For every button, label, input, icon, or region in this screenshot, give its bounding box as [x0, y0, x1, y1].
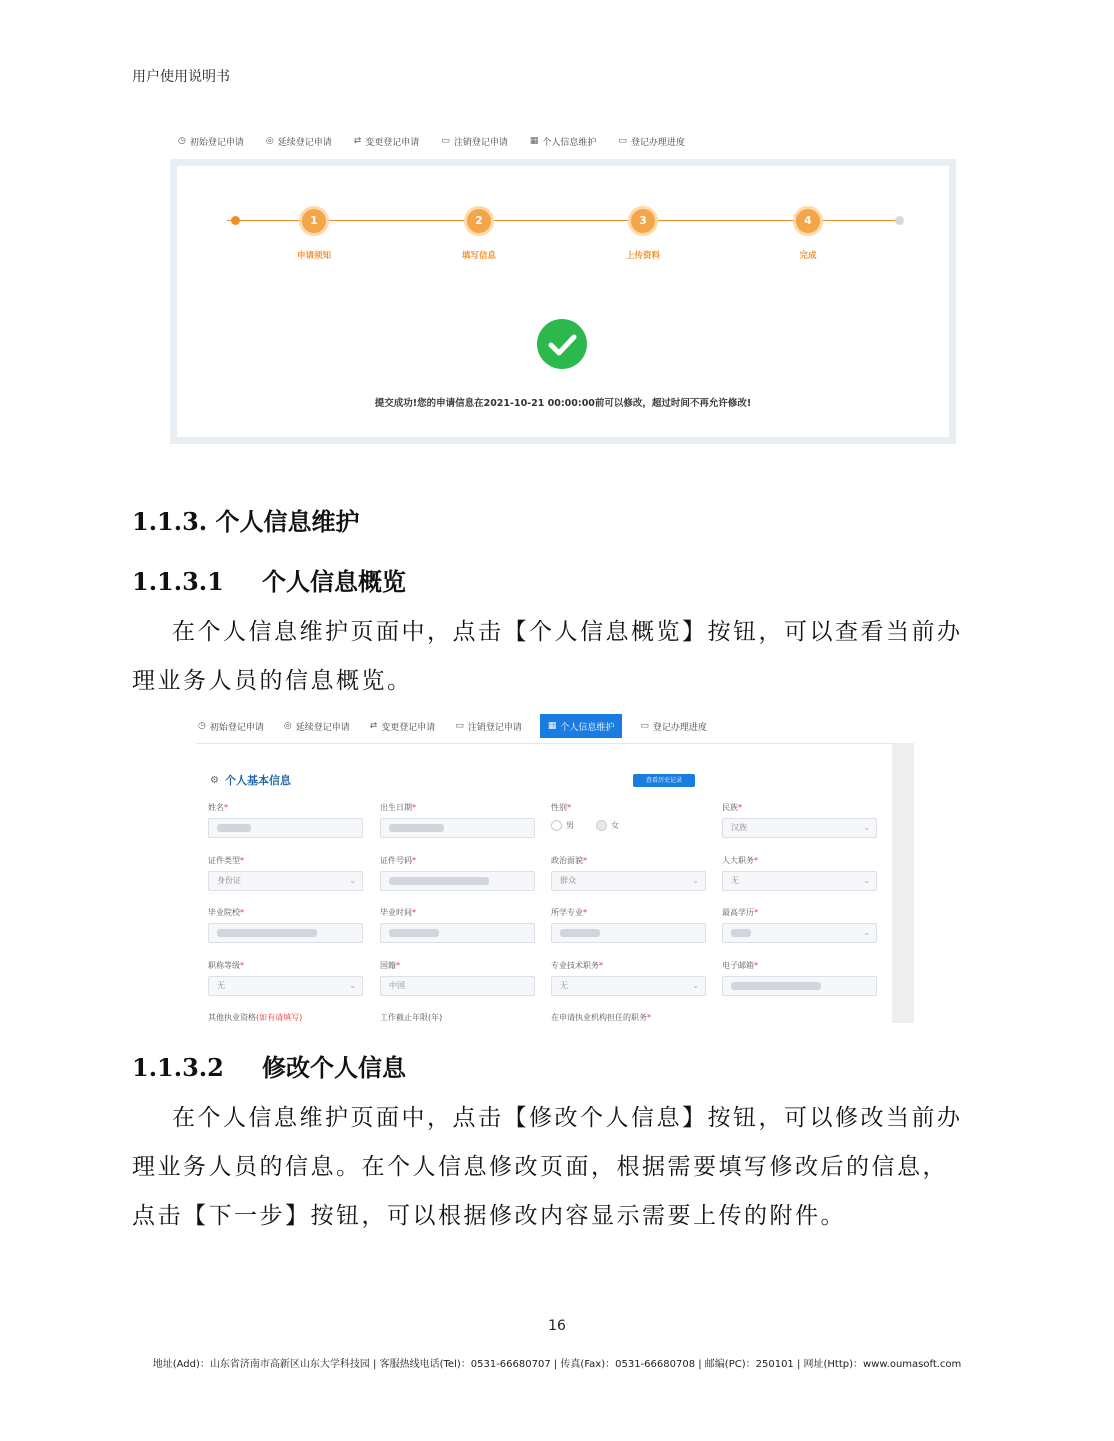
- section-heading-1-1-3-2: [132, 1048, 406, 1083]
- name-input[interactable]: [208, 818, 363, 838]
- chevron-down-icon: ⌄: [863, 876, 870, 885]
- step-number: 2: [464, 206, 494, 236]
- nav-tabs: [196, 713, 709, 739]
- field-id-number: 证件号码*: [380, 855, 535, 891]
- field-current-job: 在申请执业机构担任的职务*: [551, 1013, 651, 1022]
- id-type-select[interactable]: 身份证 ⌄: [208, 871, 363, 891]
- grid-icon: ▦: [529, 136, 539, 146]
- gender-female-radio[interactable]: 女: [596, 820, 619, 831]
- chevron-down-icon: ⌄: [863, 823, 870, 832]
- step-label: 完成: [799, 251, 817, 261]
- major-input[interactable]: [551, 923, 706, 943]
- id-number-input[interactable]: [380, 871, 535, 891]
- blurred-value: [389, 824, 444, 832]
- swap-icon: ⇄: [369, 721, 378, 731]
- steps-start-dot: [231, 216, 240, 225]
- tab-personal-info[interactable]: ▦ 个人信息维护: [529, 136, 597, 148]
- blurred-value: [560, 929, 600, 937]
- blurred-value: [217, 824, 251, 832]
- field-npc-role: 人大职务* 无 ⌄: [722, 855, 877, 891]
- content-frame: [170, 159, 956, 444]
- blurred-value: [217, 929, 317, 937]
- cancel-icon: ▭: [441, 136, 450, 146]
- document-header: 用户使用说明书: [132, 69, 230, 85]
- professional-title-select[interactable]: 无 ⌄: [208, 976, 363, 996]
- step-number: 1: [299, 206, 329, 236]
- field-education: 最高学历* ⌄: [722, 907, 877, 943]
- tab-change-registration[interactable]: ⇄ 变更登记申请: [369, 721, 436, 733]
- field-birth-date: 出生日期*: [380, 802, 535, 838]
- heading-number: 1.1.3.1: [132, 567, 224, 596]
- heading-title: 个人信息概览: [262, 567, 406, 596]
- birth-date-input[interactable]: [380, 818, 535, 838]
- progress-icon: ▭: [618, 136, 627, 146]
- clock-icon: ◷: [198, 721, 206, 731]
- field-graduation-time: 毕业时间*: [380, 907, 535, 943]
- field-name: 姓名*: [208, 802, 363, 838]
- tab-progress[interactable]: ▭ 登记办理进度: [640, 721, 707, 733]
- step-label: 申请须知: [296, 251, 331, 261]
- step-number: 4: [793, 206, 823, 236]
- field-ethnic: 民族* 汉族 ⌄: [722, 802, 877, 838]
- blurred-value: [389, 877, 489, 885]
- education-select[interactable]: [722, 923, 877, 943]
- blurred-value: [389, 929, 439, 937]
- step-4: [768, 206, 848, 261]
- heading-number: 1.1.3.2: [132, 1053, 224, 1082]
- field-political: 政治面貌* 群众 ⌄: [551, 855, 706, 891]
- history-button[interactable]: 查看历史记录: [633, 774, 695, 787]
- political-select[interactable]: 群众 ⌄: [551, 871, 706, 891]
- step-3: [603, 206, 683, 261]
- chevron-down-icon: ⌄: [692, 876, 699, 885]
- profile-section-title: ⚙ 个人基本信息: [210, 774, 291, 787]
- success-message: 提交成功!您的申请信息在2021-10-21 00:00:00前可以修改，超过时间不再允许修改!: [374, 398, 752, 409]
- paragraph-modify: 在个人信息维护页面中，点击【修改个人信息】按钮，可以修改当前办理业务人员的信息。在个人信息修改页面，根据需要填写修改后的信息，点击【下一步】按钮，可以根据修改内容显示需要上传的附件。: [132, 1105, 963, 1229]
- refresh-icon: ◎: [265, 136, 274, 146]
- gear-icon: ⚙: [210, 774, 219, 786]
- field-gender: 性别* 男 女: [551, 802, 706, 831]
- steps-end-dot: [895, 216, 904, 225]
- chevron-down-icon: ⌄: [349, 876, 356, 885]
- technical-position-select[interactable]: 无 ⌄: [551, 976, 706, 996]
- refresh-icon: ◎: [283, 721, 292, 731]
- email-input[interactable]: [722, 976, 877, 996]
- graduation-time-input[interactable]: [380, 923, 535, 943]
- chevron-down-icon: ⌄: [863, 928, 870, 937]
- page-number: 16: [548, 1318, 566, 1334]
- swap-icon: ⇄: [353, 136, 362, 146]
- steps-panel: [177, 166, 949, 437]
- tab-change-registration[interactable]: ⇄ 变更登记申请: [353, 136, 420, 148]
- scrollbar[interactable]: [892, 743, 914, 1023]
- step-label: 上传资料: [625, 251, 660, 261]
- screenshot-personal-info: [196, 713, 914, 1023]
- field-nationality: 国籍* 中国: [380, 960, 535, 996]
- tab-cancel-registration[interactable]: ▭ 注销登记申请: [441, 136, 508, 148]
- tab-initial-registration[interactable]: ◷ 初始登记申请: [178, 136, 244, 148]
- field-major: 所学专业*: [551, 907, 706, 943]
- section-heading-1-1-3-1: [132, 562, 406, 597]
- school-input[interactable]: [208, 923, 363, 943]
- cancel-icon: ▭: [455, 721, 464, 731]
- progress-icon: ▭: [640, 721, 649, 731]
- tab-renewal-registration[interactable]: ◎ 延续登记申请: [265, 136, 332, 148]
- tab-renewal-registration[interactable]: ◎ 延续登记申请: [283, 721, 350, 733]
- step-1: [274, 206, 354, 261]
- step-label: 填写信息: [461, 251, 496, 261]
- clock-icon: ◷: [178, 136, 186, 146]
- tab-cancel-registration[interactable]: ▭ 注销登记申请: [455, 721, 522, 733]
- field-technical-position: 专业技术职务* 无 ⌄: [551, 960, 706, 996]
- paragraph-overview: 在个人信息维护页面中，点击【个人信息概览】按钮，可以查看当前办理业务人员的信息概览。: [132, 619, 963, 694]
- step-number: 3: [628, 206, 658, 236]
- step-2: [439, 206, 519, 261]
- field-school: 毕业院校*: [208, 907, 363, 943]
- chevron-down-icon: ⌄: [692, 981, 699, 990]
- section-heading-1-1-3: 1.1.3. 个人信息维护: [132, 507, 360, 536]
- blurred-value: [731, 982, 821, 990]
- page-footer: 地址(Add)：山东省济南市高新区山东大学科技园 | 客服热线电话(Tel)：0531-66680707 | 传真(Fax)：0531-66680708 | 邮编(PC)：250101 | 网址(Http)：www.oumasoft.com: [152, 1359, 962, 1370]
- gender-radio-group: [551, 820, 706, 831]
- tab-personal-info[interactable]: ▦ 个人信息维护: [540, 714, 623, 738]
- tab-progress[interactable]: ▭ 登记办理进度: [618, 136, 685, 148]
- grid-icon: ▦: [547, 721, 557, 731]
- field-id-type: 证件类型* 身份证 ⌄: [208, 855, 363, 891]
- screenshot-submit-success: [170, 128, 956, 444]
- field-professional-title: 职称等级* 无 ⌄: [208, 960, 363, 996]
- chevron-down-icon: ⌄: [349, 981, 356, 990]
- nav-tabs: [176, 128, 687, 154]
- tab-initial-registration[interactable]: ◷ 初始登记申请: [198, 721, 264, 733]
- nationality-input[interactable]: 中国: [380, 976, 535, 996]
- blurred-value: [731, 929, 751, 937]
- npc-role-select[interactable]: 无 ⌄: [722, 871, 877, 891]
- profile-panel: [196, 743, 914, 1023]
- field-other-cert: 其他执业资格(如有请填写): [208, 1013, 303, 1022]
- heading-title: 修改个人信息: [262, 1053, 406, 1082]
- ethnic-select[interactable]: 汉族 ⌄: [722, 818, 877, 838]
- success-check-icon: [537, 319, 587, 369]
- gender-male-radio[interactable]: 男: [551, 820, 574, 831]
- field-work-years: 工作截止年限(年): [380, 1013, 443, 1022]
- field-email: 电子邮箱*: [722, 960, 877, 996]
